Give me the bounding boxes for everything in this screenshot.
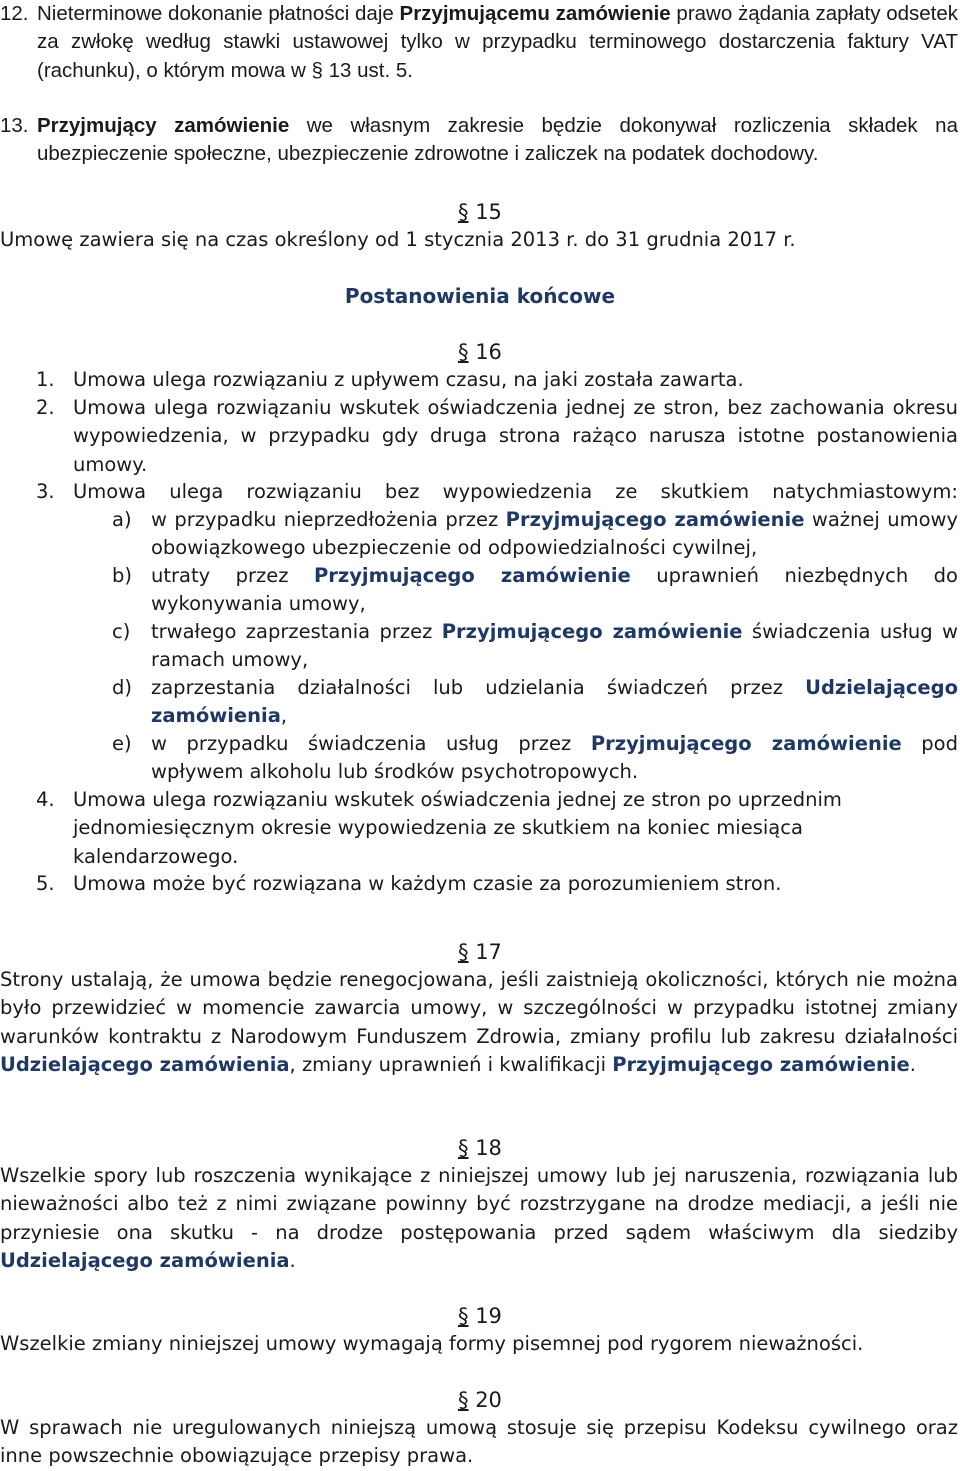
section-19-text: Wszelkie zmiany niniejszej umowy wymagają formy pisemnej pod rygorem nieważności. [0,1332,864,1355]
section-number: 17 [475,940,502,964]
party-name: Przyjmujący zamówienie [37,114,290,137]
item-number: 1. [36,368,55,391]
section-number: 18 [475,1136,502,1160]
sub-item-b [112,562,958,619]
section-text: Wszelkie spory lub roszczenia wynikające z niniejszej umowy lub jej naruszenia, rozwiązania lub nieważności albo też z nimi związane powinny być rozstrzygane na drodze mediacji, a jeśli nie przyniesie ona skutku - na drodze postępowania przed sądem właściwym dla siedziby [0,1164,958,1244]
section-heading-19 [458,1302,502,1330]
sub-item-c [112,618,958,675]
party-name: Udzielającego zamówienia [0,1248,290,1272]
sub-item-text: trwałego zaprzestania przez [151,620,442,643]
item-text: Umowa ulega rozwiązaniu wskutek oświadczenia jednej ze stron, bez zachowania okresu wypowiedzenia, w przypadku gdy druga strona rażąco narusza istotne postanowienia umowy. [73,396,958,476]
party-name: Przyjmującemu zamówienie [399,2,671,25]
sub-item-text: pod wpływem alkoholu lub środków psychotropowych. [151,732,958,784]
sub-item-text: w przypadku nieprzedłożenia przez [151,508,506,531]
sub-item-text: świadczenia usług w ramach umowy, [151,620,958,672]
section-text: . [289,1248,296,1272]
sub-item-text: uprawnień niezbędnych do wykonywania umowy, [151,564,958,616]
section-heading-15 [458,198,502,226]
party-name: Przyjmującego zamówienie [441,620,743,643]
sub-item-text: ważnej umowy obowiązkowego ubezpieczenie od odpowiedzialności cywilnej, [151,508,958,560]
section-sign: § [458,1304,469,1328]
item-text: Umowa ulega rozwiązaniu wskutek oświadczenia jednej ze stron po uprzednim jednomiesięcznym okresie wypowiedzenia ze skutkiem na koniec miesiąca kalendarzowego. [73,788,842,868]
sub-item-text: w przypadku świadczenia usług przez [151,732,591,755]
item-text: Umowa może być rozwiązana w każdym czasie za porozumieniem stron. [73,872,782,895]
section-sign: § [458,200,469,224]
section-17-text [0,966,958,1079]
point-13 [0,112,958,169]
list-item [36,366,958,394]
section-text: , zmiany uprawnień i kwalifikacji [289,1052,613,1076]
item-text: Umowa ulega rozwiązaniu bez wypowiedzenia ze skutkiem natychmiastowym: [73,480,958,503]
list-item [36,870,958,898]
section-heading-17 [458,938,502,966]
sub-item-letter: c) [112,620,131,643]
section-number: 15 [475,200,502,224]
section-number: 20 [475,1388,502,1412]
sub-item-text: utraty przez [151,564,314,587]
sub-item-letter: b) [112,564,132,587]
section-20-text: W sprawach nie uregulowanych niniejszą umową stosuje się przepisu Kodeksu cywilnego oraz inne powszechnie obowiązujące przepisy prawa. [0,1416,958,1468]
section-15-text: Umowę zawiera się na czas określony od 1 stycznia 2013 r. do 31 grudnia 2017 r. [0,228,796,251]
list-item [36,786,856,871]
section-title: Postanowienia końcowe [344,284,616,308]
party-name: Udzielającego zamówienia [0,1052,290,1076]
point-12 [0,0,958,85]
section-heading-20 [458,1386,502,1414]
section-heading-16 [458,338,502,366]
section-heading-18 [458,1134,502,1162]
section-sign: § [458,340,469,364]
section-text: Strony ustalają, że umowa będzie renegocjowana, jeśli zaistnieją okoliczności, których nie można było przewidzieć w momencie zawarcia umowy, w szczególności w przypadku istotnej zmiany warunków kontraktu z Narodowym Funduszem Zdrowia, zmiany profilu lub zakresu działalności [0,968,958,1048]
sub-item-letter: a) [112,508,132,531]
section-number: 19 [475,1304,502,1328]
party-name: Przyjmującego zamówienie [313,564,631,587]
sub-item-letter: e) [112,732,132,755]
item-number: 4. [36,788,55,811]
point-number: 12. [0,2,29,25]
point-text: prawo żądania zapłaty odsetek za zwłokę według stawki ustawowej tylko w przypadku terminowego dostarczenia faktury VAT (rachunku), o którym mowa w § 13 ust. 5. [37,2,959,82]
point-text: Nieterminowe dokonanie płatności daje [37,2,400,25]
list-item [36,478,958,506]
section-sign: § [458,1388,469,1412]
point-number: 13. [0,114,29,137]
sub-item-a [112,506,958,563]
section-text: . [909,1052,916,1076]
party-name: Przyjmującego zamówienie [612,1052,910,1076]
list-item [36,394,958,479]
item-number: 2. [36,396,55,419]
sub-item-e [112,730,958,787]
party-name: Przyjmującego zamówienie [505,508,805,531]
section-18-text [0,1162,958,1275]
party-name: Przyjmującego zamówienie [590,732,902,755]
point-text: we własnym zakresie będzie dokonywał rozliczenia składek na ubezpieczenie społeczne, ubezpieczenie zdrowotne i zaliczek na podatek dochodowy. [37,114,958,166]
item-number: 5. [36,872,55,895]
sub-item-text: zaprzestania działalności lub udzielania świadczeń przez [151,676,806,699]
section-sign: § [458,940,469,964]
section-number: 16 [475,340,502,364]
item-number: 3. [36,480,55,503]
sub-item-text: , [280,704,288,728]
sub-item-d [112,674,958,731]
section-sign: § [458,1136,469,1160]
party-name: Udzielającego zamówienia [151,676,958,728]
item-text: Umowa ulega rozwiązaniu z upływem czasu, na jaki została zawarta. [73,368,744,391]
sub-item-letter: d) [112,676,132,699]
